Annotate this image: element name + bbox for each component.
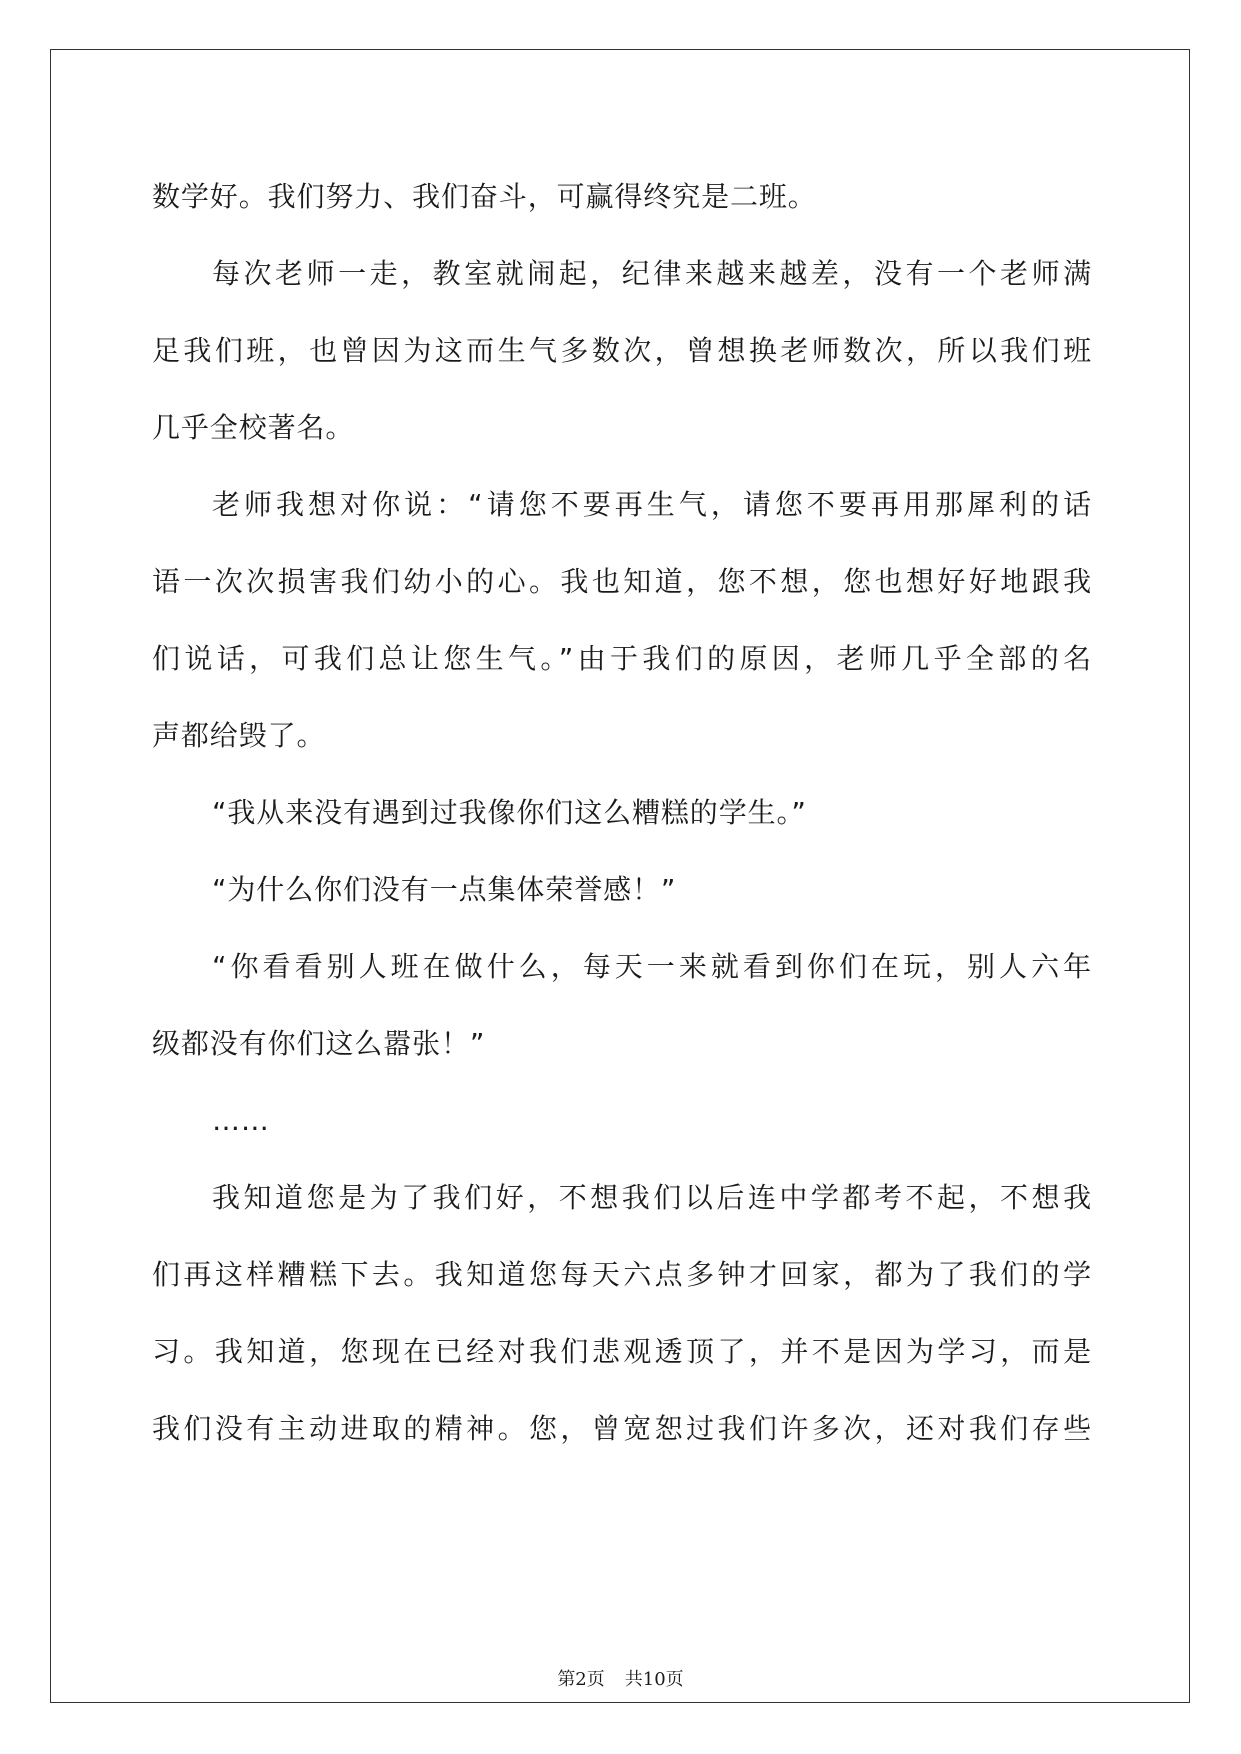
text-line: 每次老师一走，教室就闹起，纪律来越来越差，没有一个老师满 [212, 257, 1092, 290]
text-line: 声都给毁了。 [152, 719, 326, 752]
text-line: 们再这样糟糕下去。我知道您每天六点多钟才回家，都为了我们的学 [152, 1258, 1092, 1291]
page-number: 第2页 [557, 1669, 605, 1690]
text-line: 语一次次损害我们幼小的心。我也知道，您不想，您也想好好地跟我 [152, 565, 1092, 598]
text-line: 老师我想对你说：“请您不要再生气，请您不要再用那犀利的话 [212, 488, 1092, 521]
text-line: 们说话，可我们总让您生气。”由于我们的原因，老师几乎全部的名 [152, 642, 1092, 675]
text-line: “为什么你们没有一点集体荣誉感！” [212, 873, 677, 906]
page-total: 共10页 [624, 1669, 684, 1690]
text-line: 足我们班，也曾因为这而生气多数次，曾想换老师数次，所以我们班 [152, 334, 1092, 367]
text-line: 数学好。我们努力、我们奋斗，可赢得终究是二班。 [152, 180, 817, 213]
document-body [152, 158, 1092, 1467]
text-line: 我们没有主动进取的精神。您，曾宽恕过我们许多次，还对我们存些 [152, 1412, 1092, 1445]
text-line: 级都没有你们这么嚣张！” [152, 1027, 486, 1060]
text-line: …… [212, 1104, 270, 1137]
text-line: 习。我知道，您现在已经对我们悲观透顶了，并不是因为学习，而是 [152, 1335, 1092, 1368]
text-line: “你看看别人班在做什么，每天一来就看到你们在玩，别人六年 [212, 950, 1092, 983]
page-footer [0, 1665, 1241, 1691]
text-line: “我从来没有遇到过我像你们这么糟糕的学生。” [212, 796, 807, 829]
text-line: 几乎全校著名。 [152, 411, 355, 444]
text-line: 我知道您是为了我们好，不想我们以后连中学都考不起，不想我 [212, 1181, 1092, 1214]
